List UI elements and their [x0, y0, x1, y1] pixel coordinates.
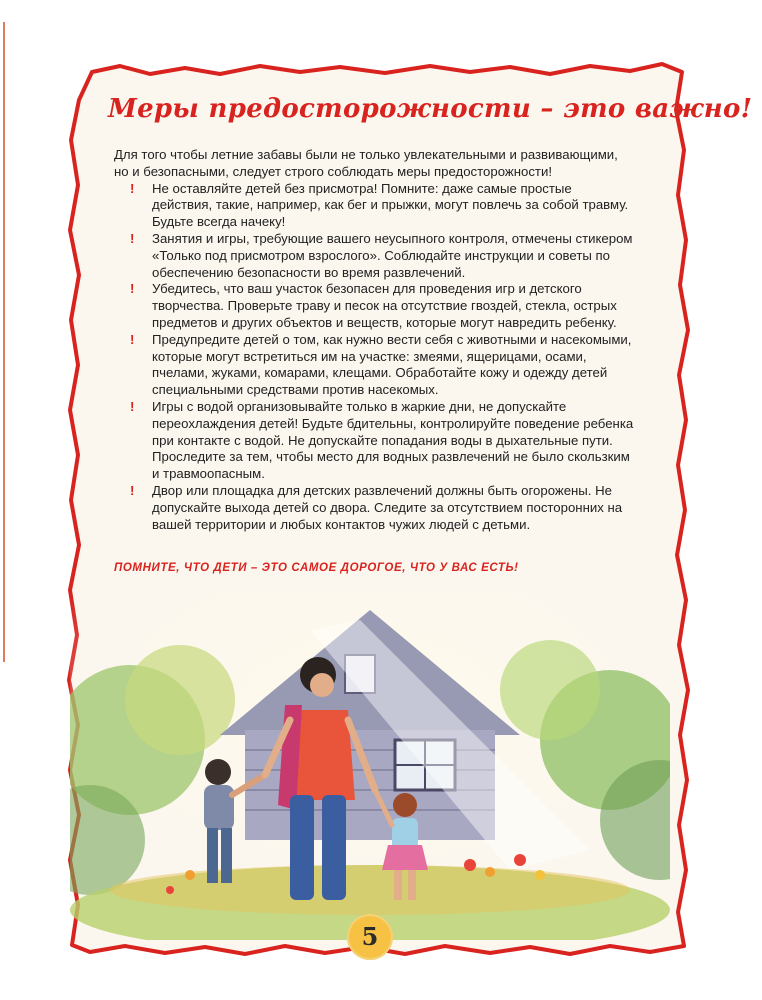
page-number-badge: [347, 914, 393, 960]
exclamation-icon: !: [130, 331, 135, 347]
safety-rules-list: [114, 181, 634, 534]
family-house-illustration: [70, 590, 670, 940]
exclamation-icon: !: [130, 180, 135, 196]
list-item: ! Двор или площадка для детских развлечений должны быть огорожены. Не допускайте выхода детей со двора. Следите за отсутствием посторонних на вашей территории и любых контактов чужих людей с детьми.: [130, 482, 623, 532]
exclamation-icon: !: [130, 230, 135, 246]
exclamation-icon: !: [130, 398, 135, 414]
exclamation-icon: !: [130, 482, 135, 498]
list-item: ! Не оставляйте детей без присмотра! Помните: даже самые простые действия, такие, например, как бег и прыжки, могут повлечь за собой травму. Будьте всегда начеку!: [130, 180, 629, 230]
page-number: 5: [361, 922, 379, 951]
list-item: ! Убедитесь, что ваш участок безопасен для проведения игр и детского творчества. Проверьте траву и песок на отсутствие гвоздей, стекла, острых предметов и других объектов и веществ, которые могут навредить ребенку.: [130, 281, 617, 330]
exclamation-icon: !: [130, 281, 135, 297]
reminder-note: ПОМНИТЕ, ЧТО ДЕТИ – ЭТО САМОЕ ДОРОГОЕ, ЧТО У ВАС ЕСТЬ!: [114, 562, 519, 574]
intro-paragraph: Для того чтобы летние забавы были не только увлекательными и развивающими, но и безопасными, следует строго соблюдать меры предосторожности!: [114, 147, 618, 179]
safety-text: [114, 147, 634, 533]
list-item: ! Предупредите детей о том, как нужно вести себя с животными и насекомыми, которые могут встретиться им на участке: змеями, ящерицами, осами, пчелами, жуками, комарами, клещами. Обработайте кожу и одежду детей специальными средствами против насекомых.: [130, 331, 632, 398]
page-title: Меры предосторожности – это важно!: [108, 94, 753, 124]
list-item: ! Игры с водой организовывайте только в жаркие дни, не допускайте переохлаждения детей! Будьте бдительны, контролируйте поведение ребенка при контакте с водой. Не допускайте попадания воды в дыхательные пути. Проследите за тем, чтобы место для водных развлечений не было скользким и травмоопасным.: [130, 398, 634, 482]
list-item: ! Занятия и игры, требующие вашего неусыпного контроля, отмечены стикером «Только под присмотром взрослого». Соблюдайте инструкции и советы по обеспечению безопасности во время развлечений.: [130, 230, 633, 280]
